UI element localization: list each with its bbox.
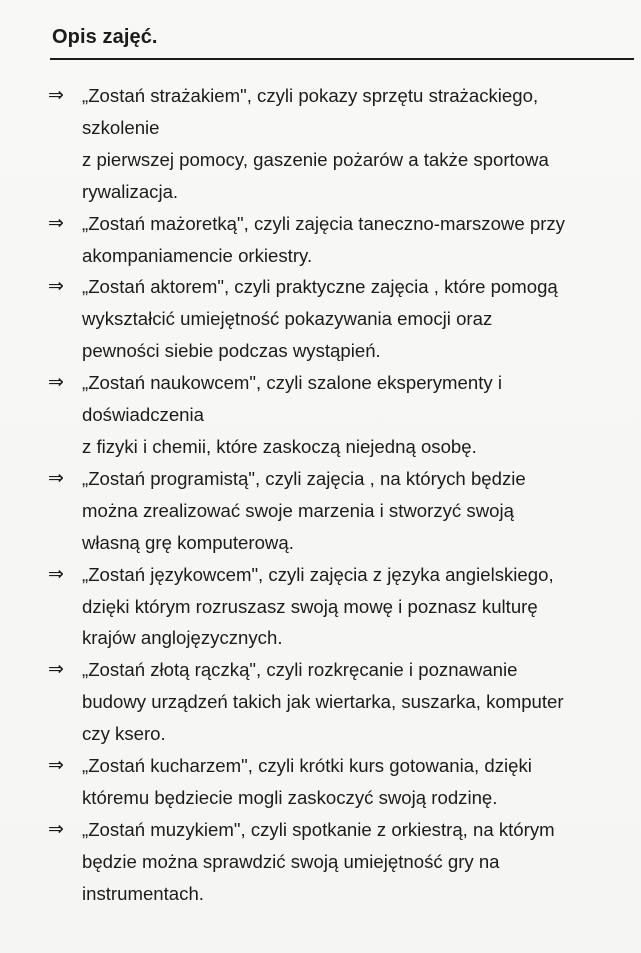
title-underline [50, 58, 634, 60]
list-item-text-line: czy ksero. [82, 723, 166, 745]
list-item-text-line: akompaniamencie orkiestry. [82, 244, 313, 266]
list-item-text-line: można zrealizować swoje marzenia i stworzyć swoją [82, 499, 514, 521]
list-item-text-line: któremu będziecie mogli zaskoczyć swoją rodzinę. [82, 786, 498, 808]
list-item [48, 654, 632, 750]
double-arrow-icon: ⇒ [48, 658, 64, 681]
list-item [48, 559, 632, 655]
list-item-text-line: doświadczenia [82, 404, 204, 426]
list-item-text-line: pewności siebie podczas wystąpień. [82, 340, 381, 362]
list-item [48, 750, 632, 814]
list-item-text-line: dzięki którym rozruszasz swoją mowę i poznasz kulturę [82, 595, 538, 617]
double-arrow-icon: ⇒ [48, 275, 64, 298]
list-item-text-line: rywalizacja. [82, 180, 179, 202]
list-item-text-line: szkolenie [82, 116, 160, 138]
list-item-text-line: „Zostań strażakiem", czyli pokazy sprzętu strażackiego, [82, 85, 539, 106]
page-title: Opis zajęć. [52, 26, 158, 48]
list-item-text-line: „Zostań mażoretką", czyli zajęcia taneczno-marszowe przy [82, 212, 565, 234]
list-item [48, 80, 632, 208]
double-arrow-icon: ⇒ [48, 84, 64, 106]
list-item-text-line: „Zostań językowcem", czyli zajęcia z języka angielskiego, [82, 563, 554, 585]
list-item-text-line: „Zostań muzykiem", czyli spotkanie z orkiestrą, na którym [82, 818, 555, 840]
activity-list [48, 80, 632, 910]
list-item-text-line: „Zostań aktorem", czyli praktyczne zajęcia , które pomogą [82, 276, 558, 298]
list-item [48, 814, 632, 910]
list-item-text-line: z pierwszej pomocy, gaszenie pożarów a także sportowa [82, 148, 549, 170]
list-item-text-line: „Zostań naukowcem", czyli szalone eksperymenty i [82, 372, 502, 394]
list-item-text-line: z fizyki i chemii, które zaskoczą niejedną osobę. [82, 435, 477, 457]
list-item-text-line: „Zostań kucharzem", czyli krótki kurs gotowania, dzięki [82, 755, 532, 777]
list-item [48, 271, 632, 367]
double-arrow-icon: ⇒ [48, 211, 64, 234]
list-item-text-line: budowy urządzeń takich jak wiertarka, suszarka, komputer [82, 691, 564, 713]
list-item-text-line: instrumentach. [82, 882, 204, 904]
list-item [48, 367, 632, 463]
list-item-text-line: wykształcić umiejętność pokazywania emocji oraz [82, 308, 493, 330]
list-item [48, 208, 632, 272]
double-arrow-icon: ⇒ [48, 466, 64, 489]
double-arrow-icon: ⇒ [48, 562, 64, 585]
list-item-text-line: krajów anglojęzycznych. [82, 627, 283, 649]
list-item-text-line: będzie można sprawdzić swoją umiejętność gry na [82, 850, 500, 872]
list-item-text-line: „Zostań złotą rączką", czyli rozkręcanie i poznawanie [82, 659, 518, 681]
double-arrow-icon: ⇒ [48, 817, 64, 840]
list-item-text-line: własną grę komputerową. [82, 531, 294, 553]
list-item [48, 463, 632, 559]
double-arrow-icon: ⇒ [48, 371, 64, 394]
list-item-text-line: „Zostań programistą", czyli zajęcia , na których będzie [82, 467, 526, 489]
double-arrow-icon: ⇒ [48, 754, 64, 777]
